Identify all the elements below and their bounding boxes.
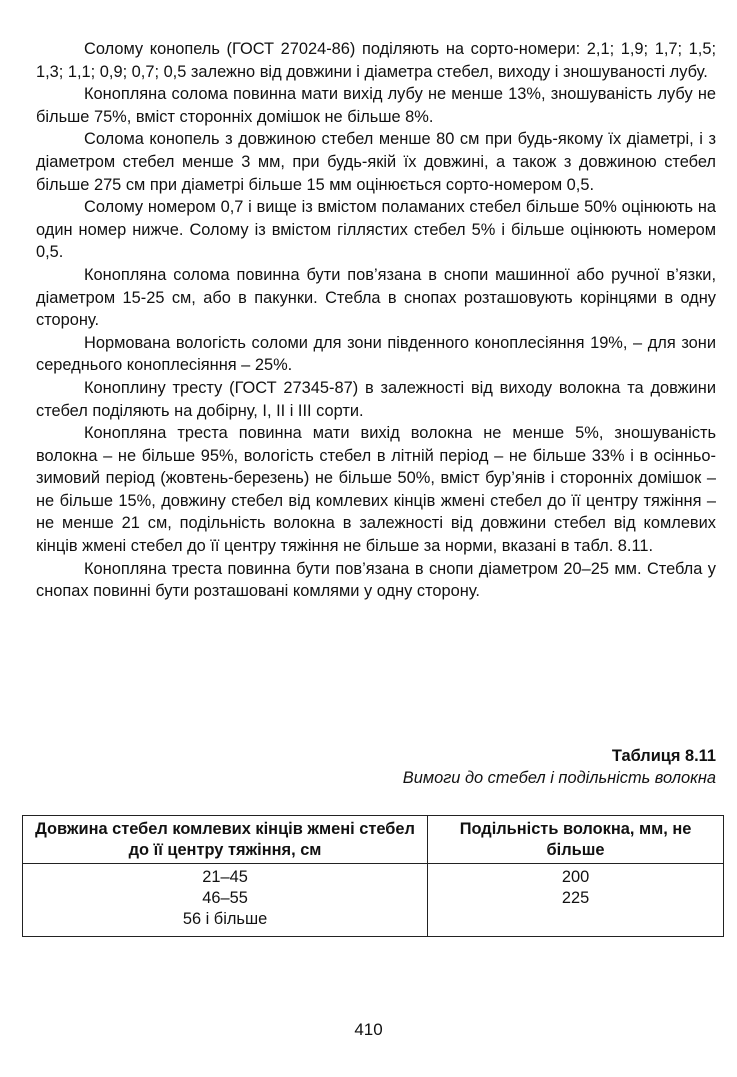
table-caption — [36, 745, 716, 789]
fiber-divisibility-value: 225 — [561, 889, 590, 907]
paragraph: Солому номером 0,7 і вище із вмістом поламаних стебел більше 50% оцінюють на один номер нижче. Солому із вмістом гіллястих стебел 5% і більше оцінюють номером 0,5. — [36, 198, 716, 262]
paragraph: Конопляна треста повинна мати вихід волокна не менше 5%, зношуваність волокна – не більше 95%, вологість стебел в літній період – не більше 33% і в осінньо-зимовий період (жовтень-березень) не більше 50%, вміст бур’янів і сторонніх домішок – не більше 15%, довжину стебел від комлевих кінців жмені стебел до її центру тяжіння – не менше 21 см, подільність волокна в залежності від довжини стебел від комлевих кінців жмені стебел до її центру тяжіння не більше за норми, вказані в табл. 8.11. — [36, 424, 716, 556]
paragraph: Солома конопель з довжиною стебел менше 80 см при будь-якому їх діаметрі, і з діаметром стебел менше 3 мм, при будь-якій їх довжині, а також з довжиною стебел більше 275 см при діаметрі більше 15 мм оцінюється сорто-номером 0,5. — [36, 130, 716, 194]
paragraph: Солому конопель (ГОСТ 27024-86) поділяють на сорто-номери: 2,1; 1,9; 1,7; 1,5; 1,3; 1,1; 0,9; 0,7; 0,5 залежно від довжини і діаметра стебел, виходу і зношуваності лубу. — [36, 40, 716, 81]
body-text — [36, 38, 716, 603]
table-header-row — [23, 816, 724, 864]
header-fiber-divisibility: Подільність волокна, мм, не більше — [428, 816, 724, 864]
stem-length-cell — [23, 864, 428, 937]
paragraph: Нормована вологість соломи для зони південного коноплесіяння 19%, – для зони середнього коноплесіяння – 25%. — [36, 333, 716, 375]
paragraph: Коноплину тресту (ГОСТ 27345-87) в залежності від виходу волокна та довжини стебел поділяють на добірну, І, ІІ і ІІІ сорти. — [36, 378, 716, 420]
fiber-divisibility-value: 200 — [561, 868, 590, 886]
table-number: Таблиця 8.11 — [611, 747, 716, 765]
stem-length-value: 21–45 — [202, 868, 248, 886]
paragraph: Конопляна солома повинна бути пов’язана в снопи машинної або ручної в’язки, діаметром 15-25 см, або в пакунки. Стебла в снопах розташовують корінцями в одну сторону. — [36, 265, 716, 330]
header-stem-length: Довжина стебел комлевих кінців жмені стебел до її центру тяжіння, см — [23, 816, 428, 864]
stem-length-value: 46–55 — [202, 889, 248, 907]
requirements-table — [22, 815, 724, 937]
table-row — [23, 864, 724, 937]
paragraph: Конопляна треста повинна бути пов’язана в снопи діаметром 20–25 мм. Стебла у снопах повинні бути розташовані комлями у одну сторону. — [36, 559, 716, 601]
page-number: 410 — [354, 1020, 383, 1039]
fiber-divisibility-cell — [428, 864, 724, 937]
table-title: Вимоги до стебел і подільність волокна — [402, 769, 716, 787]
stem-length-value: 56 і більше — [182, 910, 268, 928]
paragraph: Конопляна солома повинна мати вихід лубу не менше 13%, зношуваність лубу не більше 75%, вміст сторонніх домішок не більше 8%. — [36, 85, 716, 126]
